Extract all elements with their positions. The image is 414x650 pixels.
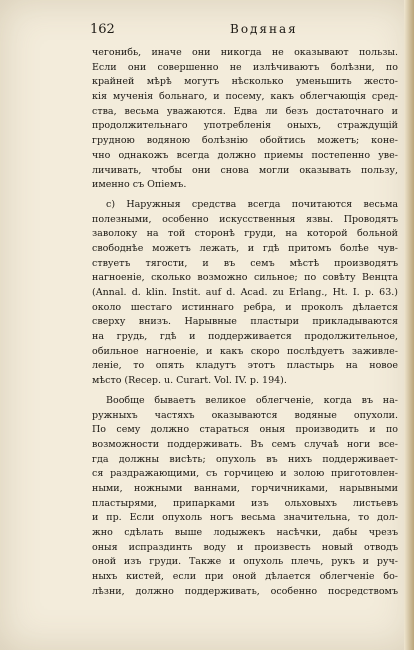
text-line: грудною водяною болѣзнію обойтись можетъ; коне- xyxy=(92,135,398,147)
text-line: c) Наружныя средства всегда почитаются весьма xyxy=(106,198,398,210)
text-line: По сему должно стараться оныя производить и по xyxy=(92,424,398,436)
page-edge-shadow xyxy=(404,0,414,650)
text-line: чно однакожъ всегда должно приемы постепенно уве- xyxy=(92,149,398,161)
body-text xyxy=(92,46,398,599)
text-line: ства, весьма уважаются. Едва ли безъ достаточнаго и xyxy=(92,105,398,117)
text-line: чегонибь, иначе они никогда не оказывают пользы. xyxy=(92,47,398,58)
text-line: обильное нагноеніе, и какъ скоро послѣдуетъ заживле- xyxy=(92,345,398,357)
text-line: лѣзни, должно поддерживать, особенно посредствомъ xyxy=(92,585,398,597)
text-line: и пр. Если опухоль ногъ весьма значительна, то дол- xyxy=(92,512,398,524)
text-line: продолжительнаго употребленія оныхъ, страждущій xyxy=(92,120,398,132)
text-line: жно сдѣлать выше лодыжекъ насѣчки, дабы чрезъ xyxy=(92,527,398,538)
text-line: заволоку на той сторонѣ груди, на которой больной xyxy=(92,228,398,240)
text-line: ныхъ кистей, если при оной дѣлается облегченіе бо- xyxy=(92,571,398,583)
text-line: нагноеніе, сколько возможно сильное; по совѣту Венцта xyxy=(92,272,398,284)
text-line: личивать, чтобы они снова могли оказывать пользу, xyxy=(92,164,398,176)
text-line: около шестаго истиннаго ребра, и проколъ дѣлается xyxy=(92,301,398,313)
text-line: именно съ Опіемъ. xyxy=(92,179,187,191)
text-line: мѣсто (Recep. u. Curart. Vol. IV. p. 194). xyxy=(92,375,287,387)
text-line: (Annal. d. klin. Instit. auf d. Acad. zu Erlang., Ht. I. p. 63.) xyxy=(92,287,398,298)
text-line: оныя испраздинть воду и произвесть новый отводъ xyxy=(92,541,398,553)
text-line: кія мученія больнаго, и посему, какъ облегчающія сред- xyxy=(92,91,398,103)
text-line: ными, ножными ваннами, горчичниками, нарывными xyxy=(92,482,398,494)
text-line: крайней мѣрѣ могутъ нѣсколько уменьшить жесто- xyxy=(92,76,398,88)
page-number: 162 xyxy=(90,22,115,37)
running-title: Водяная xyxy=(230,22,298,36)
text-line: ся раздражающими, съ горчицею и золою приготовлен- xyxy=(92,468,398,480)
text-line: леніе, то опять кладутъ этотъ пластырь на новое xyxy=(92,360,398,372)
page-header xyxy=(90,22,390,40)
text-line: свободнѣе можетъ лежать, и гдѣ притомъ болѣе чув- xyxy=(92,242,398,254)
text-line: Вообще бываетъ великое облегченіе, когда въ на- xyxy=(106,394,398,406)
text-line: ружныхъ частяхъ оказываются водяные опухоли. xyxy=(92,409,398,421)
text-line: полезными, особенно искусственныя язвы. Проводятъ xyxy=(92,213,398,225)
text-line: гда должны висѣть; опухоль въ нихъ поддерживает- xyxy=(92,453,398,465)
text-line: ствуетъ тягости, и въ семъ мѣстѣ производятъ xyxy=(92,257,398,269)
text-line: на грудь, гдѣ и поддерживается продолжительное, xyxy=(92,331,398,343)
text-line: оной изъ груди. Также и опухоль плечь, рукъ и руч- xyxy=(92,556,398,568)
text-line: возможности поддерживать. Въ семъ случаѣ ноги все- xyxy=(92,438,398,450)
text-line: сверху внизъ. Нарывные пластыри прикладываются xyxy=(92,316,398,328)
text-line: Если они совершенно не излѣчиваютъ болѣзни, по xyxy=(92,61,398,73)
text-line: пластырями, припарками изъ ольховыхъ листьевъ xyxy=(92,497,398,509)
